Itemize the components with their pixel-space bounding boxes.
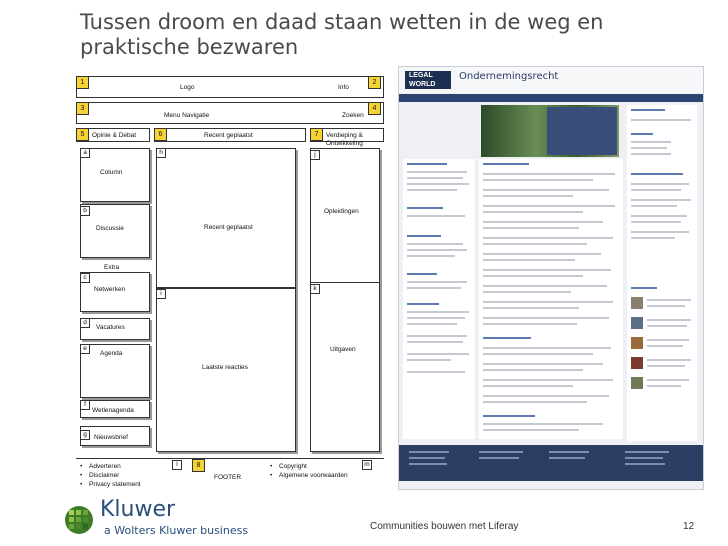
footer-left-links	[80, 462, 141, 489]
algemene-voorwaarden-link[interactable]: • Algemene voorwaarden	[270, 471, 348, 480]
footer-right-links	[270, 462, 348, 480]
logo-label: Logo	[180, 84, 195, 91]
wireframe	[76, 70, 386, 488]
marker-4: 4	[368, 102, 381, 115]
privacy-statement-link[interactable]: • Privacy statement	[80, 480, 141, 489]
marker-j: j	[310, 150, 320, 160]
marker-l: l	[172, 460, 182, 470]
site-screenshot	[398, 66, 704, 490]
page-number: 12	[683, 521, 695, 532]
marker-b: b	[80, 206, 90, 216]
uitgaven-label: Uitgaven	[330, 346, 356, 353]
box-recent-geplaatst	[156, 148, 296, 288]
site-nav-bar	[399, 94, 703, 102]
agenda-label: Agenda	[100, 350, 123, 357]
netwerken-label: Netwerken	[94, 286, 126, 293]
kluwer-globe-icon	[64, 505, 94, 535]
verdieping-label: Verdieping & Ontwikkeling	[326, 132, 363, 147]
marker-2: 2	[368, 76, 381, 89]
marker-5: 5	[76, 128, 89, 141]
recent-geplaatst-label: Recent geplaatst	[204, 224, 253, 231]
site-left-column	[403, 159, 475, 439]
discussie-label: Discussie	[96, 225, 124, 232]
slide-title: Tussen droom en daad staan wetten in de weg en praktische bezwaren	[80, 10, 604, 59]
marker-i: i	[156, 289, 166, 299]
marker-h: h	[156, 148, 166, 158]
marker-m: m	[362, 460, 372, 470]
site-title: Ondernemingsrecht	[459, 71, 559, 82]
marker-8: 8	[192, 459, 205, 472]
adverteren-link[interactable]: • Adverteren	[80, 462, 141, 471]
vacatures-label: Vacatures	[96, 324, 125, 331]
menu-navigatie-label: Menu Navigatie	[164, 112, 210, 119]
site-logo: LEGAL WORLD	[405, 71, 451, 89]
nieuwsbrief-label: Nieuwsbrief	[94, 434, 128, 441]
box-opleidingen	[310, 148, 380, 288]
marker-e: e	[80, 344, 90, 354]
marker-3: 3	[76, 102, 89, 115]
recent-geplaatst-header-label: Recent geplaatst	[204, 132, 253, 139]
site-right-column	[627, 105, 697, 441]
disclaimer-link[interactable]: • Disclaimer	[80, 471, 141, 480]
zoeken-label: Zoeken	[342, 112, 364, 119]
extra-label: Extra	[104, 264, 120, 271]
wireframe-footer	[76, 458, 384, 460]
marker-f: f	[80, 400, 90, 410]
marker-6: 6	[154, 128, 167, 141]
marker-1: 1	[76, 76, 89, 89]
site-center-column	[479, 159, 623, 439]
opleidingen-label: Opleidingen	[324, 208, 359, 215]
laatste-reacties-label: Laatste reacties	[202, 364, 248, 371]
opinie-debat-label: Opinie & Debat	[92, 132, 137, 139]
marker-c: c	[80, 273, 90, 283]
box-uitgaven	[310, 282, 380, 452]
copyright-link[interactable]: • Copyright	[270, 462, 348, 471]
wireframe-nav	[76, 102, 384, 124]
wetlenagenda-label: Wetlenagenda	[92, 407, 134, 414]
hero-caption	[547, 107, 617, 155]
brand-name: Kluwer	[100, 497, 176, 522]
marker-a: a	[80, 148, 90, 158]
footer-caption: Communities bouwen met Liferay	[370, 521, 519, 532]
brand-tagline: a Wolters Kluwer business	[104, 524, 249, 537]
marker-g: g	[80, 430, 90, 440]
marker-7: 7	[310, 128, 323, 141]
info-label: Info	[338, 84, 349, 91]
column-label: Column	[100, 169, 123, 176]
footer-label: FOOTER	[214, 474, 242, 481]
marker-k: k	[310, 284, 320, 294]
marker-d: d	[80, 318, 90, 328]
